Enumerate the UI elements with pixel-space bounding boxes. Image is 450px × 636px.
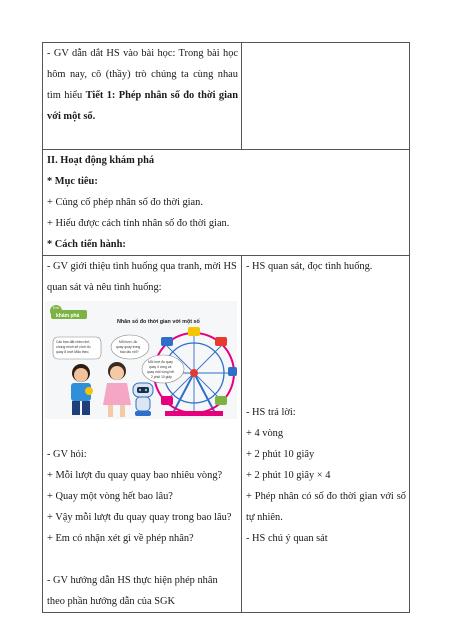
lesson-title: Tiết 1: Phép nhân số đo thời gian với một số.	[47, 90, 238, 122]
svg-text:quay 4 vòng và: quay 4 vòng và	[149, 365, 172, 369]
method-heading: * Cách tiến hành:	[47, 239, 126, 250]
illustration-title: Nhân số đo thời gian với một số	[117, 319, 200, 325]
intro-teacher-cell	[43, 43, 242, 150]
intro-student-cell	[242, 43, 410, 150]
badge-top-text: Em	[53, 305, 59, 310]
goal-heading: * Mục tiêu:	[47, 176, 98, 187]
section-heading: II. Hoạt động khám phá	[47, 155, 155, 166]
student-answer: + 2 phút 10 giây	[246, 449, 315, 460]
boy-figure	[71, 364, 93, 415]
speech-bubble-middle	[111, 335, 149, 359]
lesson-plan-table	[42, 42, 410, 613]
svg-text:quay quay trong: quay quay trong	[116, 345, 141, 349]
teacher-ask: - GV hỏi:	[47, 449, 87, 460]
section-row	[43, 150, 410, 256]
teacher-question: + Mỗi lượt đu quay quay bao nhiêu vòng?	[47, 470, 223, 481]
svg-text:chúng mình sẽ chơi đu: chúng mình sẽ chơi đu	[56, 345, 91, 349]
goal-item: + Hiểu được cách tính nhân số đo thời gian.	[47, 218, 230, 229]
svg-text:quay một vòng hết: quay một vòng hết	[147, 370, 175, 374]
speech-bubble-robot	[142, 355, 184, 383]
svg-text:bao lâu nhỉ?: bao lâu nhỉ?	[120, 350, 139, 354]
student-answer: + Phép nhân có số đo thời gian với số tự nhiên.	[246, 491, 406, 523]
svg-text:quay 8 lượt Mẫu theo.: quay 8 lượt Mẫu theo.	[56, 350, 90, 354]
activity-student-cell	[242, 256, 410, 613]
teacher-question: + Em có nhận xét gì về phép nhân?	[47, 533, 194, 544]
ferris-wheel-illustration	[45, 301, 238, 419]
student-answer: + 4 vòng	[246, 428, 284, 439]
activity-row	[43, 256, 410, 613]
goal-item: + Củng cố phép nhân số đo thời gian.	[47, 197, 203, 208]
svg-text:Mỗi lượt, đu: Mỗi lượt, đu	[119, 340, 138, 344]
student-answer: + 2 phút 10 giây × 4	[246, 470, 331, 481]
activity-teacher-cell	[43, 256, 242, 613]
teacher-intro: - GV giới thiệu tình huống qua tranh, mời HS quan sát và nêu tình huống:	[47, 261, 237, 293]
svg-text:Các bạn đặt chân nhé,: Các bạn đặt chân nhé,	[56, 340, 91, 344]
teacher-question: + Vậy mỗi lượt đu quay quay trong bao lâu?	[47, 512, 232, 523]
intro-paragraph: - GV dẫn dắt HS vào bài học: Trong bài học hôm nay, cô (thầy) trò chúng ta cùng nhau tìm hiểu Tiết 1: Phép nhân số đo thời gian với một số.	[47, 48, 238, 122]
section-cell	[43, 150, 410, 256]
speech-bubble-left	[53, 337, 101, 359]
student-answer-heading: - HS trả lời:	[246, 407, 296, 418]
svg-text:Mỗi lượt đu quay: Mỗi lượt đu quay	[148, 360, 173, 364]
student-attend: - HS chú ý quan sát	[246, 533, 328, 544]
intro-row	[43, 43, 410, 150]
badge-bottom-text: khám phá	[56, 313, 80, 319]
student-observe: - HS quan sát, đọc tình huống.	[246, 261, 373, 272]
teacher-guide: - GV hướng dẫn HS thực hiện phép nhân theo phần hướng dẫn của SGK	[47, 575, 218, 607]
teacher-question: + Quay một vòng hết bao lâu?	[47, 491, 173, 502]
svg-text:2 phút 10 giây.: 2 phút 10 giây.	[151, 375, 173, 379]
